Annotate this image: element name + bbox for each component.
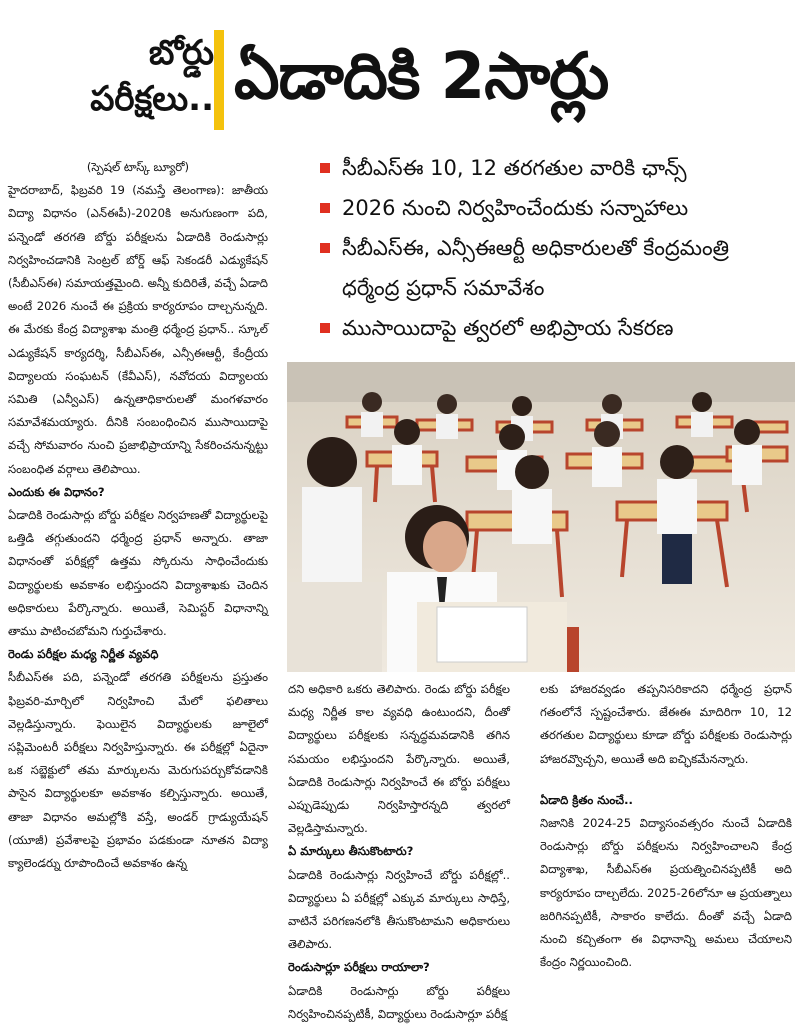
article-paragraph: ఏడాదికి రెండుసార్లు నిర్వహించే బోర్డు పరీక్షల్లో.. విద్యార్థులు ఏ పరీక్షల్లో ఎక్కువ మార్కులు సాధిస్తే, వాటినే పరిగణనలోకి తీసుకొంటామని అధికారులు తెలిపారు.	[288, 867, 510, 952]
subheading: రెండు పరీక్షల మధ్య నిర్ణీత వ్యవధి	[8, 647, 159, 662]
exam-hall-photo	[287, 362, 795, 672]
article-paragraph: ఏడాదికి రెండుసార్లు బోర్డు పరీక్షలు నిర్వహించినప్పటికీ, విద్యార్థులు రెండుసార్లూ పరీక్ష	[288, 983, 510, 1021]
bullet-square-icon	[320, 243, 330, 253]
kicker-line-2: పరీక్షలు..	[90, 79, 214, 119]
photo-illustration	[287, 362, 795, 672]
section-kicker	[58, 30, 214, 122]
subheading: ఎందుకు ఈ విధానం?	[8, 484, 105, 499]
accent-bar	[214, 30, 224, 130]
highlight-item	[318, 228, 792, 308]
article-paragraph: లకు హాజరవ్వడం తప్పనిసరికాదని ధర్మేంద్ర ప్రధాన్ గతంలోనే స్పష్టంచేశారు. జేఈఈ మాదిరిగా 10, 12 తరగతుల విద్యార్థులు కూడా బోర్డు పరీక్షలకు రెండుసార్లు హాజరవ్వొచ్చని, అయితే అది ఐచ్ఛికమేనన్నారు.	[540, 682, 792, 766]
highlight-item	[318, 148, 792, 188]
article-paragraph: హైదరాబాద్, ఫిబ్రవరి 19 (నమస్తే తెలంగాణ): జాతీయ విద్యా విధానం (ఎన్ఈపీ)-2020కి అనుగుణంగా పది, పన్నెండో తరగతి బోర్డు పరీక్షలను ఏడాదికి రెండుసార్లు నిర్వహించడానికి సెంట్రల్ బోర్డ్ ఆఫ్ సెకండరీ ఎడ్యుకేషన్ (సీబీఎస్ఈ) సమాయత్తమైంది. అన్నీ కుదిరితే, వచ్చే ఏడాది అంటే 2026 నుంచే ఈ ప్రక్రియ కార్యరూపం దాల్చనున్నది. ఈ మేరకు కేంద్ర విద్యాశాఖ మంత్రి ధర్మేంద్ర ప్రధాన్.. స్కూల్ ఎడ్యుకేషన్ కార్యదర్శి, సీబీఎస్ఈ, ఎన్సీఈఆర్టీ, కేంద్రీయ విద్యాలయ సంఘటన్ (కేవీఎస్), నవోదయ విద్యాలయ సమితి (ఎన్వీఎస్) ఉన్నతాధికారులతో మంగళవారం సమావేశమయ్యారు. దీనికి సంబంధించిన ముసాయిదాపై వచ్చే సోమవారం నుంచి ప్రజాభిప్రాయాన్ని సేకరించనున్నట్టు సంబంధిత వర్గాలు తెలిపాయి.	[8, 183, 268, 476]
bullet-square-icon	[320, 323, 330, 333]
article-column-3	[540, 678, 792, 974]
byline: (స్పెషల్ టాస్క్ బ్యూరో)	[86, 160, 190, 174]
article-column-1	[8, 156, 268, 875]
subheading: ఏడాది క్రితం నుంచే..	[540, 792, 633, 807]
highlight-text: ముసాయిదాపై త్వరలో అభిప్రాయ సేకరణ	[342, 316, 674, 340]
article-paragraph: దని అధికారి ఒకరు తెలిపారు. రెండు బోర్డు పరీక్షల మధ్య నిర్ణీత కాల వ్యవధి ఉంటుందని, దీంతో విద్యార్థులు పరీక్షలకు సన్నద్ధమవడానికి తగిన సమయం లభిస్తుందని పేర్కొన్నారు. అయితే, ఏడాదికి రెండుసార్లు నిర్వహించే ఈ బోర్డు పరీక్షలు ఎప్పుడెప్పుడు నిర్వహిస్తారన్నది త్వరలో వెల్లడిస్తామన్నారు.	[288, 682, 510, 836]
subheading: ఏ మార్కులు తీసుకొంటారు?	[288, 844, 414, 859]
highlight-text: సీబీఎస్ఈ 10, 12 తరగతుల వారికి ఛాన్స్	[342, 156, 687, 180]
article-paragraph: నిజానికి 2024-25 విద్యాసంవత్సరం నుంచే ఏడాదికి రెండుసార్లు బోర్డు పరీక్షలను నిర్వహించాలని కేంద్ర విద్యాశాఖ, సీబీఎస్ఈ ప్రయత్నించినప్పటికీ అది కార్యరూపం దాల్చలేదు. 2025-26లోనూ ఆ ప్రయత్నాలు జరిగినప్పటికీ, సాకారం కాలేదు. దీంతో వచ్చే ఏడాది నుంచి కచ్చితంగా ఈ విధానాన్ని అమలు చేయాలని కేంద్రం నిర్ణయించింది.	[540, 816, 792, 970]
kicker-line-1: బోర్డు	[148, 33, 214, 73]
article-paragraph: ఏడాదికి రెండుసార్లు బోర్డు పరీక్షల నిర్వహణతో విద్యార్థులపై ఒత్తిడి తగ్గుతుందని ధర్మేంద్ర ప్రధాన్ అన్నారు. తాజా విధానంతో పరీక్షల్లో ఉత్తమ స్కోరును సాధించేందుకు విద్యార్థులకు అవకాశం లభిస్తుందని విద్యాశాఖకు చెందిన అధికారులు పేర్కొన్నారు. అయితే, సెమిస్టర్ విధానాన్ని తాము పాటించబోమని గుర్తుచేశారు.	[8, 508, 268, 639]
highlights-list	[318, 148, 792, 348]
bullet-square-icon	[320, 203, 330, 213]
headline: ఏడాదికి 2సార్లు	[234, 40, 609, 114]
paragraph-gap	[540, 771, 792, 789]
highlight-text: సీబీఎస్ఈ, ఎన్సీఈఆర్టీ అధికారులతో కేంద్రమంత్రి ధర్మేంద్ర ప్రధాన్ సమావేశం	[342, 236, 730, 300]
highlight-item	[318, 308, 792, 348]
bullet-square-icon	[320, 163, 330, 173]
highlight-item	[318, 188, 792, 228]
highlight-text: 2026 నుంచి నిర్వహించేందుకు సన్నాహాలు	[342, 196, 689, 220]
article-column-2	[288, 678, 510, 1026]
subheading: రెండుసార్లూ పరీక్షలు రాయాలా?	[288, 960, 430, 975]
article-paragraph: సీబీఎస్ఈ పది, పన్నెండో తరగతి పరీక్షలను ప్రస్తుతం ఫిబ్రవరి-మార్చిలో నిర్వహించి మేలో ఫలితాలు వెల్లడిస్తున్నారు. ఫెయిలైన విద్యార్థులకు జూలైలో సప్లిమెంటరీ పరీక్షలు నిర్వహిస్తున్నారు. ఈ పరీక్షల్లో ఏదైనా ఒక సబ్జెక్టులో తమ మార్కులను మెరుగుపర్చుకోవడానికి పాసైన విద్యార్థులకూ అవకాశం కల్పిస్తున్నారు. అయితే, తాజా విధానం అమల్లోకి వస్తే, అండర్ గ్రాడ్యుయేషన్ (యూజీ) ప్రవేశాలపై ప్రభావం పడకుండా నూతన విద్యా క్యాలెండర్ను రూపొందించే అవకాశం ఉన్న	[8, 670, 268, 871]
